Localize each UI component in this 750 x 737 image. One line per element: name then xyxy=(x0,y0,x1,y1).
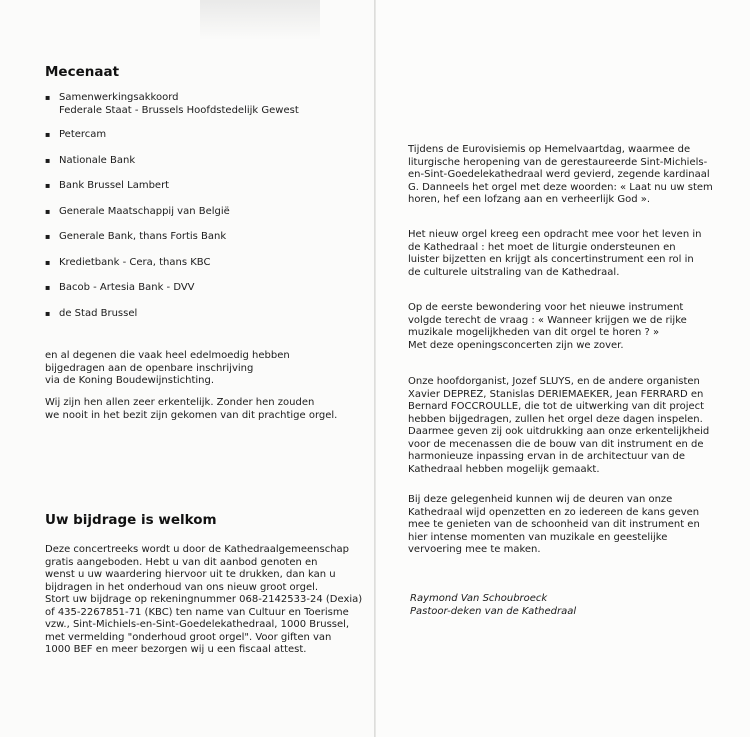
sponsor-line: Petercam xyxy=(59,129,107,140)
paragraph-blessing: Tijdens de Eurovisiemis op Hemelvaartdag, waarmee de liturgische heropening van de gerestaureerde Sint-Michiels- en-Sint-Goedelekathedraal werd gevierd, zegende kardinaal G. Danneels het orgel met deze woorden: « Laat nu uw stem horen, hef een lofzang aan en verheerlijk God ». xyxy=(408,144,713,205)
sponsor-line: Kredietbank - Cera, thans KBC xyxy=(59,256,211,268)
signature-title: Pastoor-deken van de Kathedraal xyxy=(410,606,577,617)
sponsor-line: Nationale Bank xyxy=(59,154,136,166)
list-item xyxy=(45,282,299,295)
sponsor-list xyxy=(45,92,299,333)
paragraph-organists: Onze hoofdorganist, Jozef SLUYS, en de andere organisten Xavier DEPREZ, Stanislas DERIEMAEKER, Jean FERRARD en Bernard FOCCROULLE, die tot de uitwerking van dit project hebben bijgedragen, zullen het orgel deze dagen inspelen. Daarmee geven zij ook uitdrukking aan onze erkentelijkheid voor de mecenassen die de bouw van dit instrument en de harmonieuze inpassing ervan in de architectuur van de Kathedraal hebben mogelijk gemaakt. xyxy=(408,376,710,475)
sponsor-line: Generale Maatschappij van België xyxy=(59,205,230,217)
thanks-paragraph: Wij zijn hen allen zeer erkentelijk. Zonder hen zouden we nooit in het bezit zijn gekomen van dit prachtige orgel. xyxy=(45,397,338,421)
list-item xyxy=(45,231,299,244)
list-item xyxy=(45,155,299,168)
list-item xyxy=(45,92,299,118)
paragraph-occasion: Bij deze gelegenheid kunnen wij de deuren van onze Kathedraal wijd openzetten en zo iedereen de kans geven mee te genieten van de schoonheid van dit instrument en hier intense momenten van muzikale en geestelijke vervoering mee te maken. xyxy=(408,494,700,555)
list-item xyxy=(45,129,299,142)
mecenaat-heading: Mecenaat xyxy=(45,64,120,80)
print-bleed-shadow xyxy=(200,0,320,40)
list-item xyxy=(45,257,299,270)
donors-paragraph: en al degenen die vaak heel edelmoedig hebben bijgedragen aan de openbare inschrijving via de Koning Boudewijnstichting. xyxy=(45,350,290,386)
contribution-heading: Uw bijdrage is welkom xyxy=(45,512,217,528)
list-item xyxy=(45,180,299,193)
list-item xyxy=(45,308,299,321)
sponsor-line: ▪ Samenwerkingsakkoord xyxy=(59,92,179,103)
paragraph-question: Op de eerste bewondering voor het nieuwe instrument volgde terecht de vraag : « Wanneer krijgen we de rijke muzikale mogelijkheden van dit orgel te horen ? » Met deze openingsconcerten zijn we zover. xyxy=(408,302,687,351)
paragraph-mission: Het nieuw orgel kreeg een opdracht mee voor het leven in de Kathedraal : het moet de liturgie ondersteunen en luister bijzetten en krijgt als concertinstrument een rol in de culturele uitstraling van de Kathedraal. xyxy=(408,229,702,278)
list-item xyxy=(45,206,299,219)
signature-name: Raymond Van Schoubroeck xyxy=(410,593,548,604)
sponsor-line: de Stad Brussel xyxy=(59,307,138,319)
sponsor-line: Bank Brussel Lambert xyxy=(59,180,170,191)
sponsor-line: Federale Staat - Brussels Hoofdstedelijk Gewest xyxy=(59,104,299,116)
right-page xyxy=(376,0,750,737)
left-page xyxy=(0,0,374,737)
contribution-paragraph: Deze concertreeks wordt u door de Kathedraalgemeenschap gratis aangeboden. Hebt u van dit aanbod genoten en wenst u uw waardering hiervoor uit te drukken, dan kan u bijdragen in het onderhoud van ons nieuw groot orgel. Stort uw bijdrage op rekeningnummer 068-2142533-24 (Dexia) of 435-2267851-71 (KBC) ten name van Cultuur en Toerisme vzw., Sint-Michiels-en-Sint-Goedelekathedraal, 1000 Brussel, met vermelding "onderhoud groot orgel". Voor giften van 1000 BEF en meer bezorgen wij u een fiscaal attest. xyxy=(45,544,363,655)
sponsor-line: Bacob - Artesia Bank - DVV xyxy=(59,282,195,293)
sponsor-line: Generale Bank, thans Fortis Bank xyxy=(59,231,227,242)
